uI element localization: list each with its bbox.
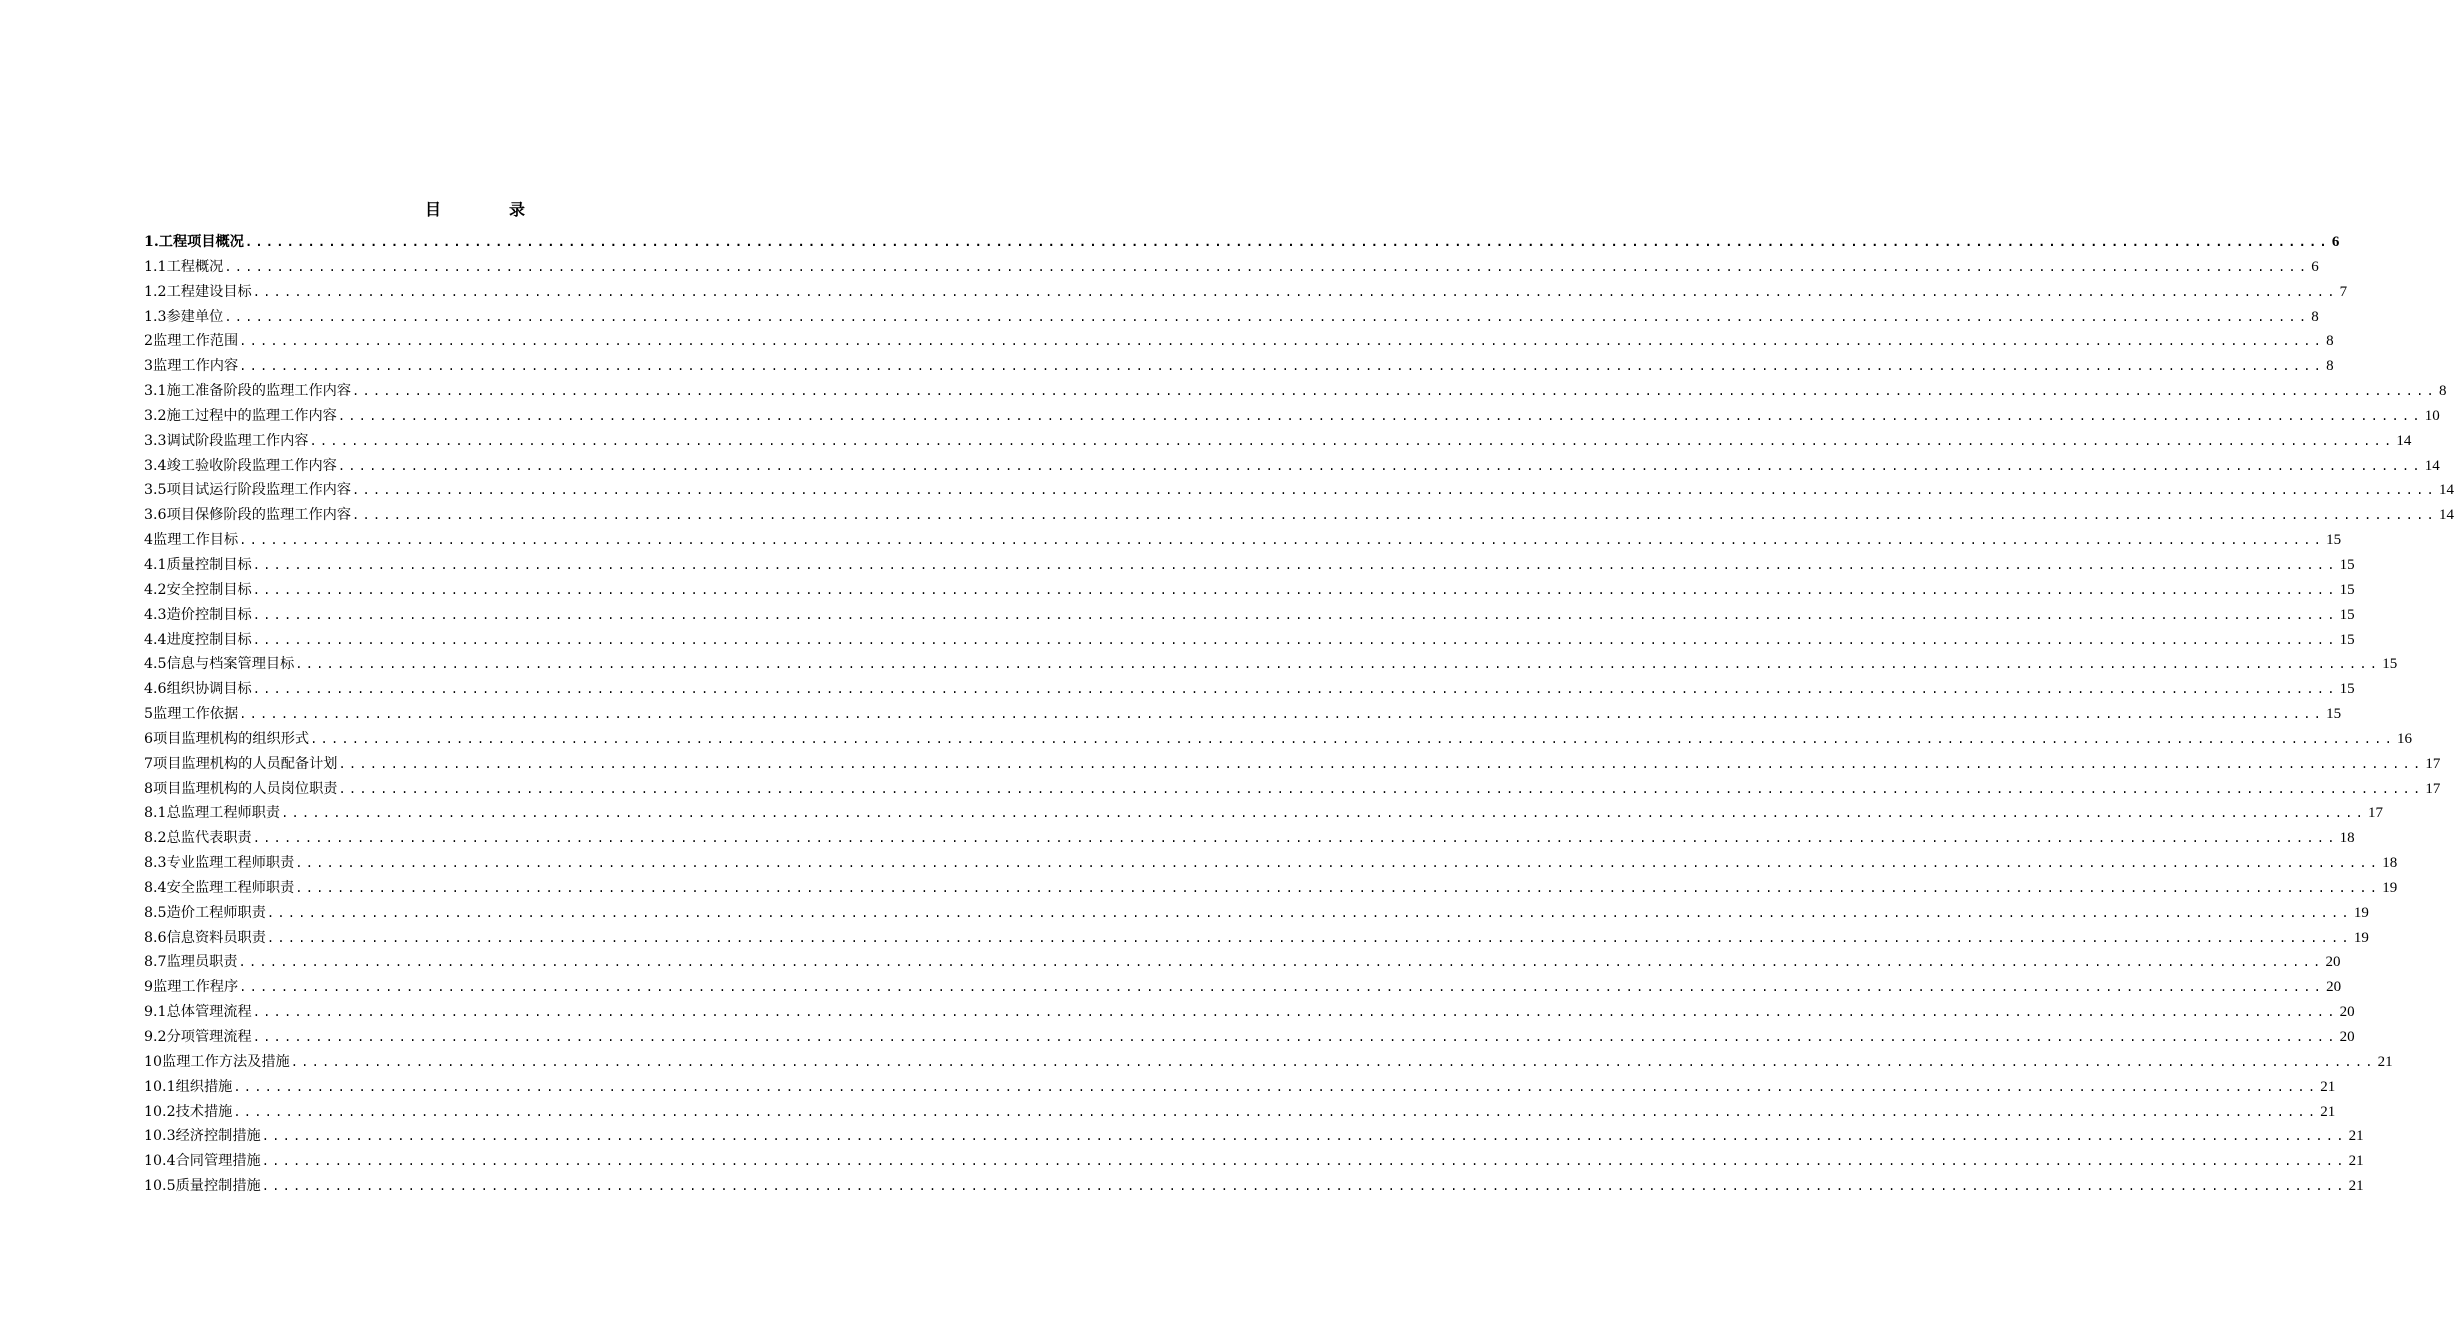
toc-dot-leader: ........................................................................................................................................................................................................: [309, 433, 2395, 448]
toc-entry[interactable]: [144, 926, 2369, 951]
toc-entry[interactable]: [144, 603, 2355, 628]
toc-entry-label: 4.3造价控制目标: [144, 606, 252, 623]
toc-entry-label: 6项目监理机构的组织形式: [144, 730, 310, 747]
toc-dot-leader: ........................................................................................................................................................................................................: [295, 856, 2381, 871]
toc-entry[interactable]: [144, 1100, 2336, 1125]
toc-entry-page-number: 20: [2339, 1029, 2355, 1045]
toc-entry-page-number: 17: [2425, 755, 2441, 772]
toc-entry[interactable]: [144, 255, 2319, 280]
toc-entry-label: 8.3专业监理工程师职责: [144, 855, 295, 872]
toc-entry[interactable]: [144, 404, 2440, 429]
toc-entry-label: 8.6信息资料员职责: [144, 929, 266, 946]
toc-entry-label: 7项目监理机构的人员配备计划: [144, 755, 338, 772]
toc-entry-page-number: 20: [2325, 954, 2341, 971]
toc-dot-leader: ........................................................................................................................................................................................................: [352, 384, 2437, 399]
toc-entry-label: 1.3参建单位: [144, 308, 224, 325]
toc-entry[interactable]: [144, 305, 2319, 330]
toc-entry[interactable]: [144, 652, 2398, 677]
toc-entry[interactable]: [144, 553, 2355, 578]
toc-dot-leader: ........................................................................................................................................................................................................: [261, 1154, 2347, 1169]
toc-entry-label: 3.6项目保修阶段的监理工作内容: [144, 507, 352, 524]
toc-entry[interactable]: [144, 727, 2413, 752]
toc-entry-page-number: 15: [2339, 631, 2355, 648]
toc-entry-page-number: 21: [2320, 1103, 2336, 1120]
toc-dot-leader: ........................................................................................................................................................................................................: [281, 806, 2366, 821]
toc-entry[interactable]: [144, 1149, 2364, 1174]
toc-entry-page-number: 21: [2348, 1153, 2364, 1170]
toc-entry-label: 4.1质量控制目标: [144, 556, 252, 573]
toc-entry-page-number: 16: [2397, 730, 2413, 747]
toc-dot-leader: ........................................................................................................................................................................................................: [338, 756, 2424, 771]
toc-entry-label: 10.2技术措施: [144, 1103, 233, 1120]
toc-dot-leader: ........................................................................................................................................................................................................: [310, 731, 2396, 746]
toc-entry-label: 10.1组织措施: [144, 1078, 233, 1095]
toc-dot-leader: ........................................................................................................................................................................................................: [244, 235, 2330, 249]
toc-entry[interactable]: [144, 1000, 2355, 1025]
toc-entry[interactable]: [144, 329, 2334, 354]
toc-entry-page-number: 15: [2339, 681, 2355, 698]
toc-dot-leader: ........................................................................................................................................................................................................: [252, 682, 2338, 697]
toc-entry-label: 9监理工作程序: [144, 979, 239, 996]
toc-entry-page-number: 8: [2438, 383, 2447, 400]
toc-entry-page-number: 15: [2339, 556, 2355, 573]
toc-entry-label: 8.7监理员职责: [144, 954, 238, 971]
toc-entry-label: 5监理工作依据: [144, 706, 239, 723]
toc-entry-page-number: 14: [2438, 507, 2454, 524]
toc-entry-label: 1.工程项目概况: [144, 234, 244, 250]
toc-dot-leader: ........................................................................................................................................................................................................: [337, 458, 2423, 473]
toc-dot-leader: ........................................................................................................................................................................................................: [252, 607, 2338, 622]
toc-entry-label: 3.5项目试运行阶段监理工作内容: [144, 482, 352, 499]
toc-entry-page-number: 15: [2326, 532, 2342, 549]
toc-entry-label: 3.4竣工验收阶段监理工作内容: [144, 457, 337, 474]
toc-entry-page-number: 15: [2382, 656, 2398, 673]
toc-entry[interactable]: [144, 1174, 2364, 1199]
toc-entry-label: 4.2安全控制目标: [144, 581, 252, 598]
toc-entry[interactable]: [144, 702, 2342, 727]
toc-entry-label: 2监理工作范围: [144, 333, 239, 350]
toc-entry-page-number: 10: [2424, 407, 2440, 424]
toc-title: 目 录: [424, 200, 551, 219]
toc-entry-page-number: 15: [2339, 606, 2355, 623]
toc-entry-page-number: 6: [2331, 234, 2340, 250]
toc-entry-page-number: 19: [2382, 879, 2398, 896]
toc-entry-page-number: 8: [2326, 358, 2334, 375]
toc-entry-label: 4.5信息与档案管理目标: [144, 656, 295, 673]
toc-entry-page-number: 21: [2377, 1053, 2393, 1070]
toc-entry[interactable]: [144, 503, 2454, 528]
toc-entry-label: 10.3经济控制措施: [144, 1128, 261, 1145]
toc-entry[interactable]: [144, 429, 2412, 454]
toc-entry-label: 8.2总监代表职责: [144, 830, 252, 847]
toc-entry[interactable]: [144, 478, 2454, 503]
toc-dot-leader: ........................................................................................................................................................................................................: [266, 930, 2352, 945]
toc-entry-page-number: 8: [2326, 333, 2334, 350]
toc-dot-leader: ........................................................................................................................................................................................................: [338, 781, 2424, 796]
toc-dot-leader: ........................................................................................................................................................................................................: [239, 533, 2325, 548]
toc-dot-leader: ........................................................................................................................................................................................................: [261, 1129, 2347, 1144]
toc-entry-page-number: 14: [2424, 457, 2440, 474]
table-of-contents: [144, 230, 2454, 1199]
toc-dot-leader: ........................................................................................................................................................................................................: [352, 483, 2437, 498]
toc-dot-leader: ........................................................................................................................................................................................................: [224, 259, 2310, 274]
toc-entry-label: 10监理工作方法及措施: [144, 1053, 290, 1070]
toc-dot-leader: ........................................................................................................................................................................................................: [239, 359, 2325, 374]
toc-entry-page-number: 15: [2326, 706, 2342, 723]
toc-entry-label: 8.4安全监理工程师职责: [144, 879, 295, 896]
toc-entry-page-number: 19: [2353, 904, 2369, 921]
toc-entry[interactable]: [144, 578, 2355, 603]
toc-entry-page-number: 21: [2348, 1128, 2364, 1145]
toc-entry[interactable]: [144, 677, 2355, 702]
toc-entry[interactable]: [144, 975, 2342, 1000]
toc-entry-label: 3.2施工过程中的监理工作内容: [144, 407, 337, 424]
toc-entry-label: 9.1总体管理流程: [144, 1004, 252, 1021]
toc-entry-page-number: 15: [2339, 581, 2355, 598]
toc-entry[interactable]: [144, 454, 2440, 479]
toc-entry-label: 4.4进度控制目标: [144, 631, 252, 648]
toc-entry[interactable]: [144, 801, 2383, 826]
toc-dot-leader: ........................................................................................................................................................................................................: [233, 1104, 2319, 1119]
toc-dot-leader: ........................................................................................................................................................................................................: [252, 582, 2338, 597]
toc-entry-label: 4监理工作目标: [144, 532, 239, 549]
toc-dot-leader: ........................................................................................................................................................................................................: [252, 1030, 2338, 1044]
toc-dot-leader: ........................................................................................................................................................................................................: [252, 632, 2338, 647]
toc-entry-page-number: 20: [2326, 979, 2342, 996]
toc-entry[interactable]: [144, 901, 2369, 926]
toc-entry[interactable]: [144, 826, 2355, 851]
toc-dot-leader: ........................................................................................................................................................................................................: [233, 1079, 2319, 1094]
toc-entry[interactable]: [144, 628, 2355, 653]
toc-entry[interactable]: [144, 1050, 2393, 1075]
toc-entry-page-number: 17: [2425, 780, 2441, 797]
toc-entry-label: 1.2工程建设目标: [144, 283, 252, 300]
toc-dot-leader: ........................................................................................................................................................................................................: [295, 657, 2381, 672]
toc-dot-leader: ........................................................................................................................................................................................................: [295, 880, 2381, 895]
toc-dot-leader: ........................................................................................................................................................................................................: [261, 1179, 2347, 1194]
toc-entry-label: 3.3调试阶段监理工作内容: [144, 432, 309, 449]
toc-dot-leader: ........................................................................................................................................................................................................: [352, 508, 2437, 523]
toc-dot-leader: ........................................................................................................................................................................................................: [252, 284, 2338, 299]
toc-dot-leader: ........................................................................................................................................................................................................: [252, 557, 2338, 572]
toc-entry-page-number: 14: [2438, 482, 2454, 499]
toc-entry[interactable]: [144, 528, 2342, 553]
toc-dot-leader: ........................................................................................................................................................................................................: [239, 334, 2325, 349]
toc-entry-page-number: 18: [2382, 855, 2398, 872]
toc-entry[interactable]: [144, 379, 2447, 404]
toc-entry-page-number: 18: [2339, 830, 2355, 847]
toc-entry-label: 8.5造价工程师职责: [144, 904, 266, 921]
toc-dot-leader: ........................................................................................................................................................................................................: [239, 707, 2325, 722]
toc-entry[interactable]: [144, 354, 2334, 379]
toc-entry-page-number: 21: [2320, 1078, 2336, 1095]
toc-dot-leader: ........................................................................................................................................................................................................: [252, 1005, 2338, 1020]
toc-entry[interactable]: [144, 1124, 2364, 1149]
toc-entry-label: 1.1工程概况: [144, 258, 224, 275]
toc-entry-label: 10.4合同管理措施: [144, 1153, 261, 1170]
toc-entry-label: 8.1总监理工程师职责: [144, 805, 281, 822]
toc-entry-page-number: 17: [2368, 805, 2383, 822]
toc-entry-page-number: 20: [2339, 1004, 2355, 1021]
toc-dot-leader: ........................................................................................................................................................................................................: [252, 831, 2338, 846]
toc-entry-page-number: 14: [2396, 432, 2412, 449]
toc-entry-page-number: 19: [2353, 929, 2369, 946]
toc-dot-leader: ........................................................................................................................................................................................................: [290, 1054, 2376, 1069]
toc-entry[interactable]: [144, 1075, 2336, 1100]
toc-dot-leader: ........................................................................................................................................................................................................: [224, 309, 2310, 324]
toc-entry[interactable]: [144, 752, 2441, 777]
toc-entry-label: 9.2分项管理流程: [144, 1029, 252, 1045]
toc-dot-leader: ........................................................................................................................................................................................................: [239, 980, 2325, 995]
toc-entry[interactable]: [144, 230, 2340, 255]
toc-entry-label: 3.1施工准备阶段的监理工作内容: [144, 383, 352, 400]
toc-entry[interactable]: [144, 851, 2398, 876]
toc-entry[interactable]: [144, 1025, 2355, 1050]
toc-entry-page-number: 8: [2311, 308, 2319, 325]
toc-entry-label: 8项目监理机构的人员岗位职责: [144, 780, 338, 797]
toc-entry[interactable]: [144, 876, 2398, 901]
toc-entry-page-number: 7: [2339, 283, 2348, 300]
toc-dot-leader: ........................................................................................................................................................................................................: [337, 408, 2423, 423]
toc-entry-label: 3监理工作内容: [144, 358, 239, 375]
toc-entry-page-number: 21: [2348, 1178, 2364, 1195]
toc-dot-leader: ........................................................................................................................................................................................................: [266, 905, 2352, 920]
toc-entry[interactable]: [144, 777, 2441, 802]
toc-entry-page-number: 6: [2311, 258, 2319, 275]
toc-entry[interactable]: [144, 280, 2348, 305]
toc-entry[interactable]: [144, 950, 2341, 975]
toc-entry-label: 4.6组织协调目标: [144, 681, 252, 698]
toc-entry-label: 10.5质量控制措施: [144, 1178, 261, 1195]
toc-dot-leader: ........................................................................................................................................................................................................: [238, 955, 2324, 970]
